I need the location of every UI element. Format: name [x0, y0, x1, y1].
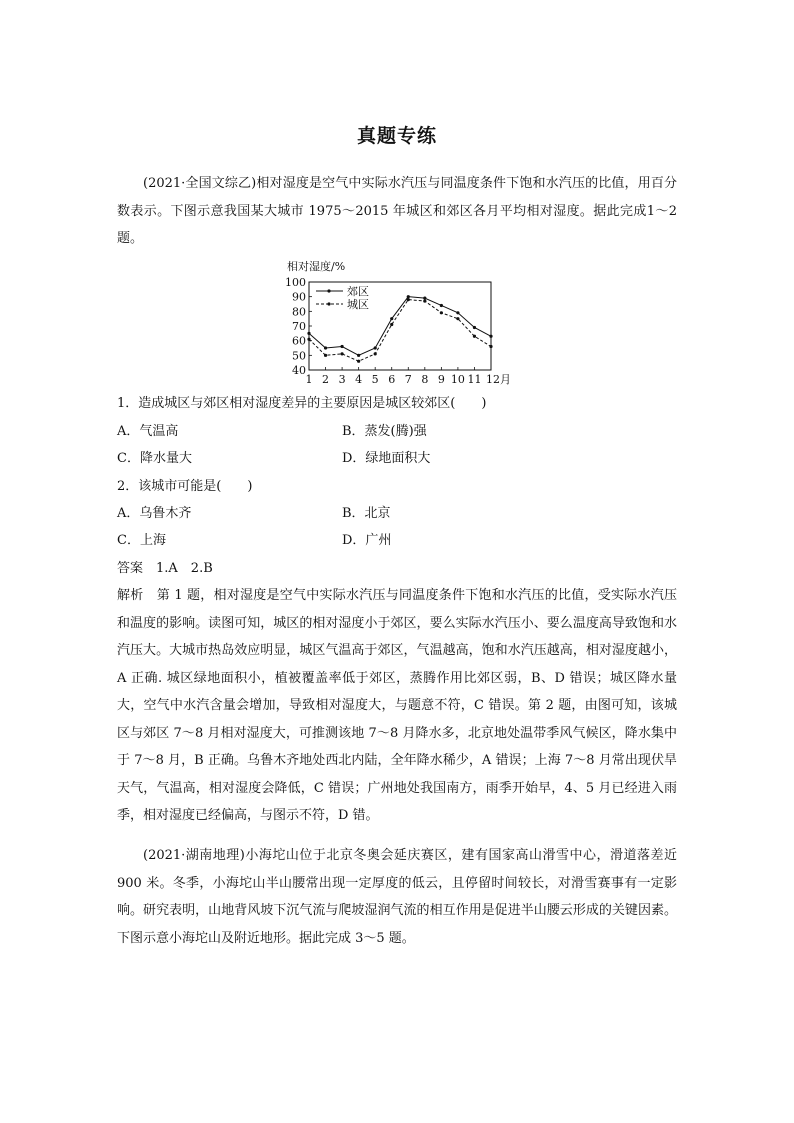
- analysis-paragraph: [117, 582, 677, 830]
- series-line-suburb: [309, 297, 491, 356]
- series-line-urban: [309, 300, 491, 362]
- y-axis-label: 相对湿度/%: [287, 260, 346, 273]
- data-point: [440, 311, 443, 314]
- q2-option-c: C．上海: [117, 533, 166, 548]
- data-point: [340, 345, 343, 348]
- page-title: 真题专练: [356, 125, 437, 147]
- x-tick-label: 4: [355, 373, 363, 386]
- x-tick-label: 7: [404, 373, 412, 386]
- y-tick-label: 60: [292, 334, 306, 348]
- data-point: [357, 354, 360, 357]
- data-point: [374, 346, 377, 349]
- legend-marker: [327, 302, 330, 305]
- humidity-line-chart: [283, 258, 523, 388]
- q1-option-a: A．气温高: [117, 424, 179, 439]
- y-tick-label: 80: [292, 305, 306, 319]
- y-tick-label: 90: [292, 290, 306, 304]
- data-point: [423, 299, 426, 302]
- data-point: [390, 323, 393, 326]
- data-point: [324, 346, 327, 349]
- data-point: [407, 298, 410, 301]
- answer-line: 答案 1.A 2.B: [117, 561, 213, 576]
- intro-paragraph-2: [117, 842, 677, 952]
- data-point: [307, 332, 310, 335]
- data-point: [374, 352, 377, 355]
- q1-option-d: D．绿地面积大: [342, 451, 431, 466]
- q2-stem: 2．该城市可能是( ): [117, 479, 253, 494]
- data-point: [307, 338, 310, 341]
- data-point: [407, 295, 410, 298]
- x-tick-label: 1: [305, 373, 313, 386]
- q1-option-c: C．降水量大: [117, 451, 192, 466]
- legend-label: 城区: [347, 298, 369, 311]
- data-point: [357, 360, 360, 363]
- intro-text-1: (2021·全国文综乙)相对湿度是空气中实际水汽压与同温度条件下饱和水汽压的比值，用百分数表示。下图示意我国某大城市 1975～2015 年城区和郊区各月平均相对湿度。据此完成1～2题。: [117, 176, 677, 246]
- x-tick-label: 12月: [486, 373, 511, 386]
- data-point: [456, 317, 459, 320]
- q2-option-d: D．广州: [342, 533, 392, 548]
- q1-stem: 1．造成城区与郊区相对湿度差异的主要原因是城区较郊区( ): [117, 396, 487, 411]
- q2-option-b: B．北京: [342, 506, 391, 521]
- data-point: [473, 335, 476, 338]
- x-tick-label: 5: [371, 373, 379, 386]
- intro-paragraph-1: [117, 170, 677, 253]
- legend-label: 郊区: [347, 285, 369, 298]
- data-point: [473, 326, 476, 329]
- x-tick-label: 2: [322, 373, 330, 386]
- analysis-text: 第 1 题，相对湿度是空气中实际水汽压与同温度条件下饱和水汽压的比值，受实际水汽压和温度的影响。读图可知，城区的相对湿度小于郊区，要么实际水汽压小、要么温度高导致饱和水汽压大。大城市热岛效应明显，城区气温高于郊区，气温越高，饱和水汽压越高，相对湿度越小，A 正确. 城区绿地面积小，植被覆盖率低于郊区，蒸腾作用比郊区弱，B、D 错误；城区降水量大，空气中水汽含量会增加，导致相对湿度大，与题意不符，C 错误。第 2 题，由图可知，该城区与郊区 7～8 月相对湿度大，可推测该地 7～8 月降水多，北京地处温带季风气候区，降水集中于 7～8 月，B 正确。乌鲁木齐地处西北内陆，全年降水稀少，A 错误；上海 7～8 月常出现伏旱天气，气温高，相对湿度会降低，C 错误；广州地处我国南方，雨季开始早，4、5 月已经进入雨季，相对湿度已经偏高，与图示不符，D 错。: [117, 588, 677, 823]
- q2-option-a: A．乌鲁木齐: [117, 506, 192, 521]
- data-point: [489, 335, 492, 338]
- data-point: [324, 354, 327, 357]
- plot-frame: [309, 282, 491, 370]
- y-tick-label: 40: [292, 364, 306, 377]
- analysis-label: 解析: [117, 588, 144, 603]
- data-point: [423, 297, 426, 300]
- q1-option-b: B．蒸发(腾)强: [342, 424, 427, 439]
- y-tick-label: 70: [292, 320, 306, 333]
- x-tick-label: 11: [467, 373, 482, 386]
- x-tick-label: 6: [388, 373, 396, 386]
- y-tick-label: 100: [285, 276, 306, 289]
- legend-marker: [327, 289, 330, 292]
- data-point: [390, 317, 393, 320]
- x-tick-label: 10: [450, 373, 465, 386]
- y-tick-label: 50: [292, 349, 306, 363]
- x-tick-label: 9: [437, 373, 445, 386]
- data-point: [456, 311, 459, 314]
- intro-text-2: (2021·湖南地理)小海坨山位于北京冬奥会延庆赛区，建有国家高山滑雪中心，滑道落差近 900 米。冬季，小海坨山半山腰常出现一定厚度的低云，且停留时间较长，对滑雪赛事有一定影响。研究表明，山地背风坡下沉气流与爬坡湿润气流的相互作用是促进半山腰云形成的关键因素。下图示意小海坨山及附近地形。据此完成 3～5 题。: [117, 848, 677, 946]
- x-tick-label: 8: [421, 373, 429, 386]
- data-point: [340, 352, 343, 355]
- data-point: [489, 345, 492, 348]
- x-tick-label: 3: [338, 373, 346, 386]
- data-point: [440, 304, 443, 307]
